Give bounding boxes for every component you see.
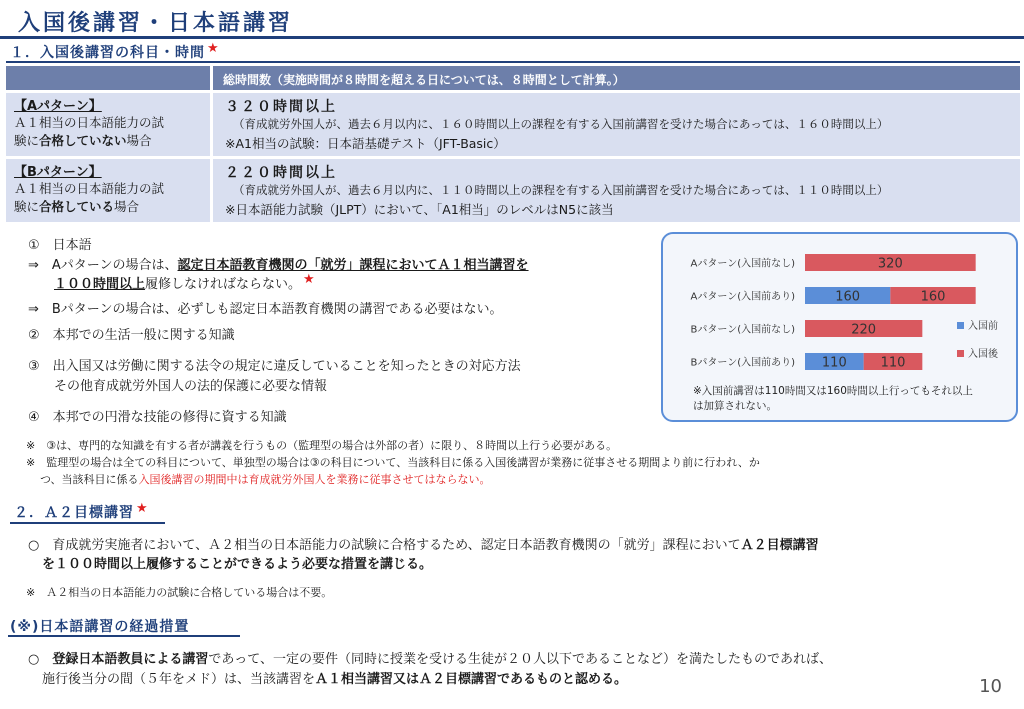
section2-body-1b: Ａ２目標講習 bbox=[740, 538, 819, 553]
arrow-a-rest: 履修しなければならない。 bbox=[145, 277, 302, 292]
pattern-a-desc-2c: 場合 bbox=[126, 133, 152, 148]
pattern-a-desc-2b: 合格していない bbox=[39, 133, 127, 148]
data-label: 160 bbox=[920, 289, 946, 305]
category-label: Bパターン(入国前あり) bbox=[690, 357, 795, 369]
data-label: 110 bbox=[880, 355, 906, 371]
section2-note: ※ Ａ２相当の日本語能力の試験に合格している場合は不要。 bbox=[26, 586, 333, 599]
pattern-a-desc-2 bbox=[14, 132, 202, 150]
table-header-row bbox=[6, 66, 1020, 90]
chart-footnote-2: は加算されない。 bbox=[693, 400, 777, 412]
section3-body-1b: 登録日本語教員による講習 bbox=[52, 652, 209, 667]
pattern-b-cell bbox=[6, 159, 210, 222]
pattern-b-desc-2a: 験に bbox=[14, 199, 40, 214]
pattern-a-hours: ３２０時間以上 bbox=[225, 99, 337, 115]
page-number: 10 bbox=[979, 676, 1002, 697]
star-icon: ★ bbox=[303, 272, 315, 287]
arrow-a-text bbox=[28, 256, 529, 294]
table-row bbox=[6, 159, 1020, 222]
pattern-b-desc-2 bbox=[14, 198, 202, 216]
data-label: 320 bbox=[877, 256, 903, 272]
category-label: Bパターン(入国前なし) bbox=[690, 324, 795, 336]
arrow-a-underline-1: 認定日本語教育機関の「就労」課程においてＡ１相当講習を bbox=[177, 258, 529, 273]
pattern-b-label: 【Bパターン】 bbox=[14, 165, 102, 180]
pattern-b-condition: （育成就労外国人が、過去６月以内に、１１０時間以上の課程を有する入国前講習を受けた場合にあっては、１１０時間以上） bbox=[233, 183, 889, 197]
pattern-a-hours-cell bbox=[213, 93, 1020, 156]
section3-body-2b: Ａ１相当講習又はＡ２目標講習であるものと認める。 bbox=[315, 672, 628, 687]
pattern-b-hours-cell bbox=[213, 159, 1020, 222]
category-label: Aパターン(入国前あり) bbox=[690, 291, 795, 303]
section2-heading bbox=[14, 502, 149, 522]
chart-panel bbox=[661, 232, 1018, 422]
data-label: 220 bbox=[851, 322, 877, 338]
pattern-a-cell bbox=[6, 93, 210, 156]
note-schedule-2a: つ、当該科目に係る bbox=[40, 473, 139, 486]
table-header-cell: 総時間数（実施時間が８時間を超える日については、８時間として計算。） bbox=[213, 66, 1020, 90]
section2-rule bbox=[10, 522, 165, 524]
section3-body-2 bbox=[42, 668, 627, 687]
pattern-a-desc-1: Ａ１相当の日本語能力の試 bbox=[14, 115, 165, 130]
item-living-knowledge: ② 本邦での生活一般に関する知識 bbox=[28, 328, 235, 343]
item-skill-knowledge: ④ 本邦での円滑な技能の修得に資する知識 bbox=[28, 410, 287, 425]
arrow-b-text: ⇒ Bパターンの場合は、必ずしも認定日本語教育機関の講習である必要はない。 bbox=[28, 302, 503, 317]
section1-heading-text: １．入国後講習の科目・時間 bbox=[10, 45, 205, 61]
star-icon: ★ bbox=[136, 501, 149, 516]
note-specialist: ※ ③は、専門的な知識を有する者が講義を行うもの（監理型の場合は外部の者）に限り、８時間以上行う必要がある。 bbox=[26, 439, 618, 452]
section3-body-1 bbox=[28, 648, 832, 667]
arrow-a-underline-2: １００時間以上 bbox=[54, 277, 146, 292]
item-japanese: ① 日本語 bbox=[28, 238, 92, 253]
item-legal-1: ③ 出入国又は労働に関する法令の規定に違反していることを知ったときの対応方法 bbox=[28, 359, 521, 374]
section2-body-2: を１００時間以上履修することができるよう必要な措置を講じる。 bbox=[42, 557, 433, 572]
pattern-a-condition: （育成就労外国人が、過去６月以内に、１６０時間以上の課程を有する入国前講習を受けた場合にあっては、１６０時間以上） bbox=[233, 117, 889, 131]
category-label: Aパターン(入国前なし) bbox=[690, 258, 795, 270]
note-schedule-1: ※ 監理型の場合は全ての科目について、単独型の場合は③の科目について、当該科目に係る入国後講習が業務に従事させる期間より前に行われ、か bbox=[26, 456, 760, 469]
section3-body-1a: ○ bbox=[28, 652, 53, 667]
pattern-a-label: 【Aパターン】 bbox=[14, 99, 102, 114]
legend-entry: 入国前 bbox=[968, 321, 998, 332]
section2-body-1 bbox=[28, 534, 819, 553]
pattern-b-hours: ２２０時間以上 bbox=[225, 165, 337, 181]
legend-swatch bbox=[957, 322, 964, 329]
section3-body-2a: 施行後当分の間（５年をメド）は、当該講習を bbox=[42, 672, 316, 687]
title-rule bbox=[0, 36, 1024, 39]
legend-entry: 入国後 bbox=[968, 349, 998, 360]
section1-heading bbox=[10, 42, 220, 62]
pattern-b-desc-2b: 合格している bbox=[39, 199, 115, 214]
star-icon: ★ bbox=[207, 41, 220, 56]
pattern-b-desc-1: Ａ１相当の日本語能力の試 bbox=[14, 181, 165, 196]
table-row bbox=[6, 93, 1020, 156]
section1-rule bbox=[6, 61, 1020, 63]
section3-body-1c: であって、一定の要件（同時に授業を受ける生徒が２０人以下であることなど）を満たしたものであれば、 bbox=[208, 652, 832, 667]
pattern-b-desc-2c: 場合 bbox=[114, 199, 140, 214]
arrow-a-prefix: ⇒ Aパターンの場合は、 bbox=[28, 258, 178, 273]
chart-footnote-1: ※入国前講習は110時間又は160時間以上行ってもそれ以上 bbox=[693, 385, 973, 397]
pattern-a-note: ※A1相当の試験：日本語基礎テスト（JFT-Basic） bbox=[225, 136, 506, 151]
section3-rule bbox=[8, 635, 240, 637]
section2-heading-text: ２．Ａ２目標講習 bbox=[14, 505, 134, 521]
pattern-b-note: ※日本語能力試験（JLPT）において、「A1相当」のレベルはN5に該当 bbox=[225, 202, 614, 217]
hours-chart bbox=[663, 234, 1016, 420]
pattern-a-desc-2a: 験に bbox=[14, 133, 40, 148]
data-label: 160 bbox=[835, 289, 861, 305]
note-schedule-2 bbox=[40, 471, 491, 487]
page-title: 入国後講習・日本語講習 bbox=[18, 11, 294, 36]
section2-body-1a: ○ 育成就労実施者において、Ａ２相当の日本語能力の試験に合格するため、認定日本語教育機関の「就労」課程において bbox=[28, 538, 741, 553]
legend-swatch bbox=[957, 350, 964, 357]
table-header-empty bbox=[6, 66, 210, 90]
note-schedule-2b: 入国後講習の期間中は育成就労外国人を業務に従事させてはならない。 bbox=[138, 473, 491, 486]
section3-heading: (※)日本語講習の経過措置 bbox=[10, 619, 190, 635]
item-legal-2: その他育成就労外国人の法的保護に必要な情報 bbox=[54, 379, 328, 394]
data-label: 110 bbox=[821, 355, 847, 371]
